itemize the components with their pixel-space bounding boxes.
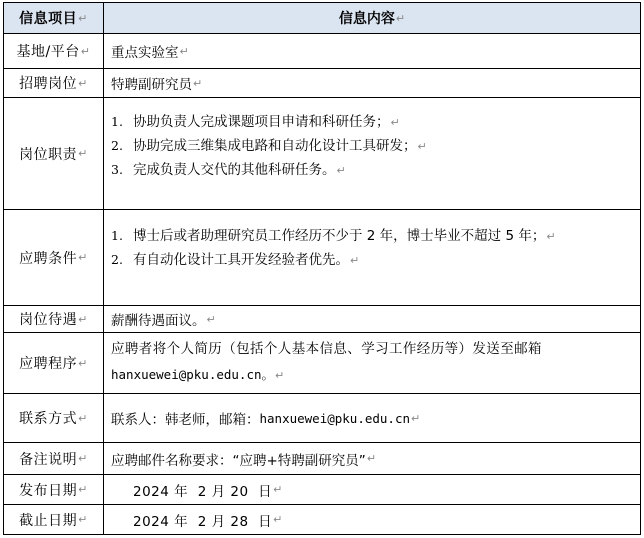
procedure-line — [111, 362, 640, 387]
contact-prefix: 联系人：韩老师，邮箱： — [111, 412, 260, 428]
paragraph-mark-icon: ↵ — [350, 254, 360, 267]
list-item: 1. 博士后或者助理研究员工作经历不少于 2 年，博士毕业不超过 5 年；↵ — [111, 228, 556, 244]
row-content — [104, 306, 640, 332]
row-label-text: 岗位职责 — [19, 146, 78, 163]
paragraph-mark-icon: ↵ — [78, 76, 88, 90]
procedure-text — [104, 333, 640, 393]
duties-list — [104, 98, 640, 209]
paragraph-mark-icon: ↵ — [273, 513, 283, 526]
row-label — [4, 306, 104, 332]
row-label — [4, 210, 104, 305]
row-label — [4, 475, 104, 504]
contact-email: hanxuewei@pku.edu.cn — [259, 410, 411, 426]
table-row-contact — [4, 393, 640, 442]
procedure-line: 应聘者将个人简历（包括个人基本信息、学习工作经历等）发送至邮箱 — [111, 341, 542, 357]
header-content-cell — [104, 3, 640, 33]
position-value: 特聘副研究员 — [111, 77, 192, 93]
row-label — [4, 98, 104, 209]
paragraph-mark-icon: ↵ — [366, 452, 377, 465]
row-label-text: 招聘岗位 — [19, 76, 78, 92]
row-label — [4, 443, 104, 474]
table-row-remarks — [4, 442, 640, 474]
paragraph-mark-icon: ↵ — [78, 452, 88, 465]
paragraph-mark-icon: ↵ — [273, 483, 283, 496]
paragraph-mark-icon: ↵ — [78, 11, 88, 25]
paragraph-mark-icon: ↵ — [206, 312, 216, 326]
row-content — [104, 505, 640, 534]
procedure-email: hanxuewei@pku.edu.cn。 — [111, 367, 275, 382]
row-label-text: 联系方式 — [19, 411, 78, 427]
row-content — [104, 443, 640, 474]
paragraph-mark-icon: ↵ — [179, 44, 189, 58]
base-value: 重点实验室 — [111, 45, 179, 61]
row-label-text: 发布日期 — [19, 482, 78, 499]
paragraph-mark-icon: ↵ — [78, 411, 88, 425]
row-content — [104, 69, 640, 97]
list-item: 2. 协助完成三维集成电路和自动化设计工具研发；↵ — [111, 138, 427, 154]
table-row-duties — [4, 97, 640, 209]
list-item: 3. 完成负责人交代的其他科研任务。↵ — [111, 162, 346, 178]
paragraph-mark-icon: ↵ — [546, 230, 556, 243]
table-row-deadline — [4, 504, 640, 534]
row-label — [4, 69, 104, 97]
table-row-base — [4, 33, 640, 68]
row-label — [4, 505, 104, 534]
remarks-value: 应聘邮件名称要求：“应聘+特聘副研究员” — [111, 452, 366, 469]
row-content — [104, 475, 640, 504]
publish-date-value: 2024 年 2 月 20 日 — [133, 483, 273, 500]
paragraph-mark-icon: ↵ — [417, 140, 427, 153]
row-label-text: 截止日期 — [19, 512, 78, 529]
table-row-publish-date — [4, 474, 640, 504]
table-row-requirements — [4, 209, 640, 305]
header-label-cell — [4, 3, 104, 33]
row-label-text: 应聘条件 — [19, 250, 78, 267]
requirements-list — [104, 210, 640, 305]
row-label — [4, 394, 104, 442]
paragraph-mark-icon: ↵ — [336, 164, 346, 177]
paragraph-mark-icon: ↵ — [78, 356, 88, 370]
paragraph-mark-icon: ↵ — [78, 251, 88, 264]
row-content — [104, 34, 640, 68]
list-item: 1. 协助负责人完成课题项目申请和科研任务；↵ — [111, 114, 400, 130]
paragraph-mark-icon: ↵ — [193, 76, 203, 90]
table-row-benefits — [4, 305, 640, 332]
deadline-value: 2024 年 2 月 28 日 — [133, 513, 273, 530]
row-label-text: 岗位待遇 — [19, 312, 78, 328]
job-info-table — [3, 2, 641, 535]
table-row-procedure — [4, 332, 640, 393]
paragraph-mark-icon: ↵ — [78, 483, 88, 496]
row-content — [104, 394, 640, 442]
table-header-row — [4, 3, 640, 33]
paragraph-mark-icon: ↵ — [78, 312, 88, 326]
paragraph-mark-icon: ↵ — [390, 116, 400, 129]
benefits-value: 薪酬待遇面议。 — [111, 313, 206, 329]
row-label-text: 基地/平台 — [16, 44, 80, 60]
row-label-text: 应聘程序 — [19, 356, 78, 372]
paragraph-mark-icon: ↵ — [78, 147, 88, 160]
paragraph-mark-icon: ↵ — [80, 44, 91, 58]
list-item: 2. 有自动化设计工具开发经验者优先。↵ — [111, 252, 360, 268]
header-label: 信息项目 — [19, 11, 78, 27]
row-label — [4, 34, 104, 68]
row-label-text: 备注说明 — [19, 451, 78, 468]
table-row-position — [4, 68, 640, 97]
paragraph-mark-icon: ↵ — [275, 369, 285, 382]
paragraph-mark-icon: ↵ — [78, 513, 88, 526]
paragraph-mark-icon: ↵ — [411, 411, 421, 425]
header-content: 信息内容 — [338, 11, 395, 27]
row-label — [4, 333, 104, 393]
paragraph-mark-icon: ↵ — [395, 11, 406, 25]
